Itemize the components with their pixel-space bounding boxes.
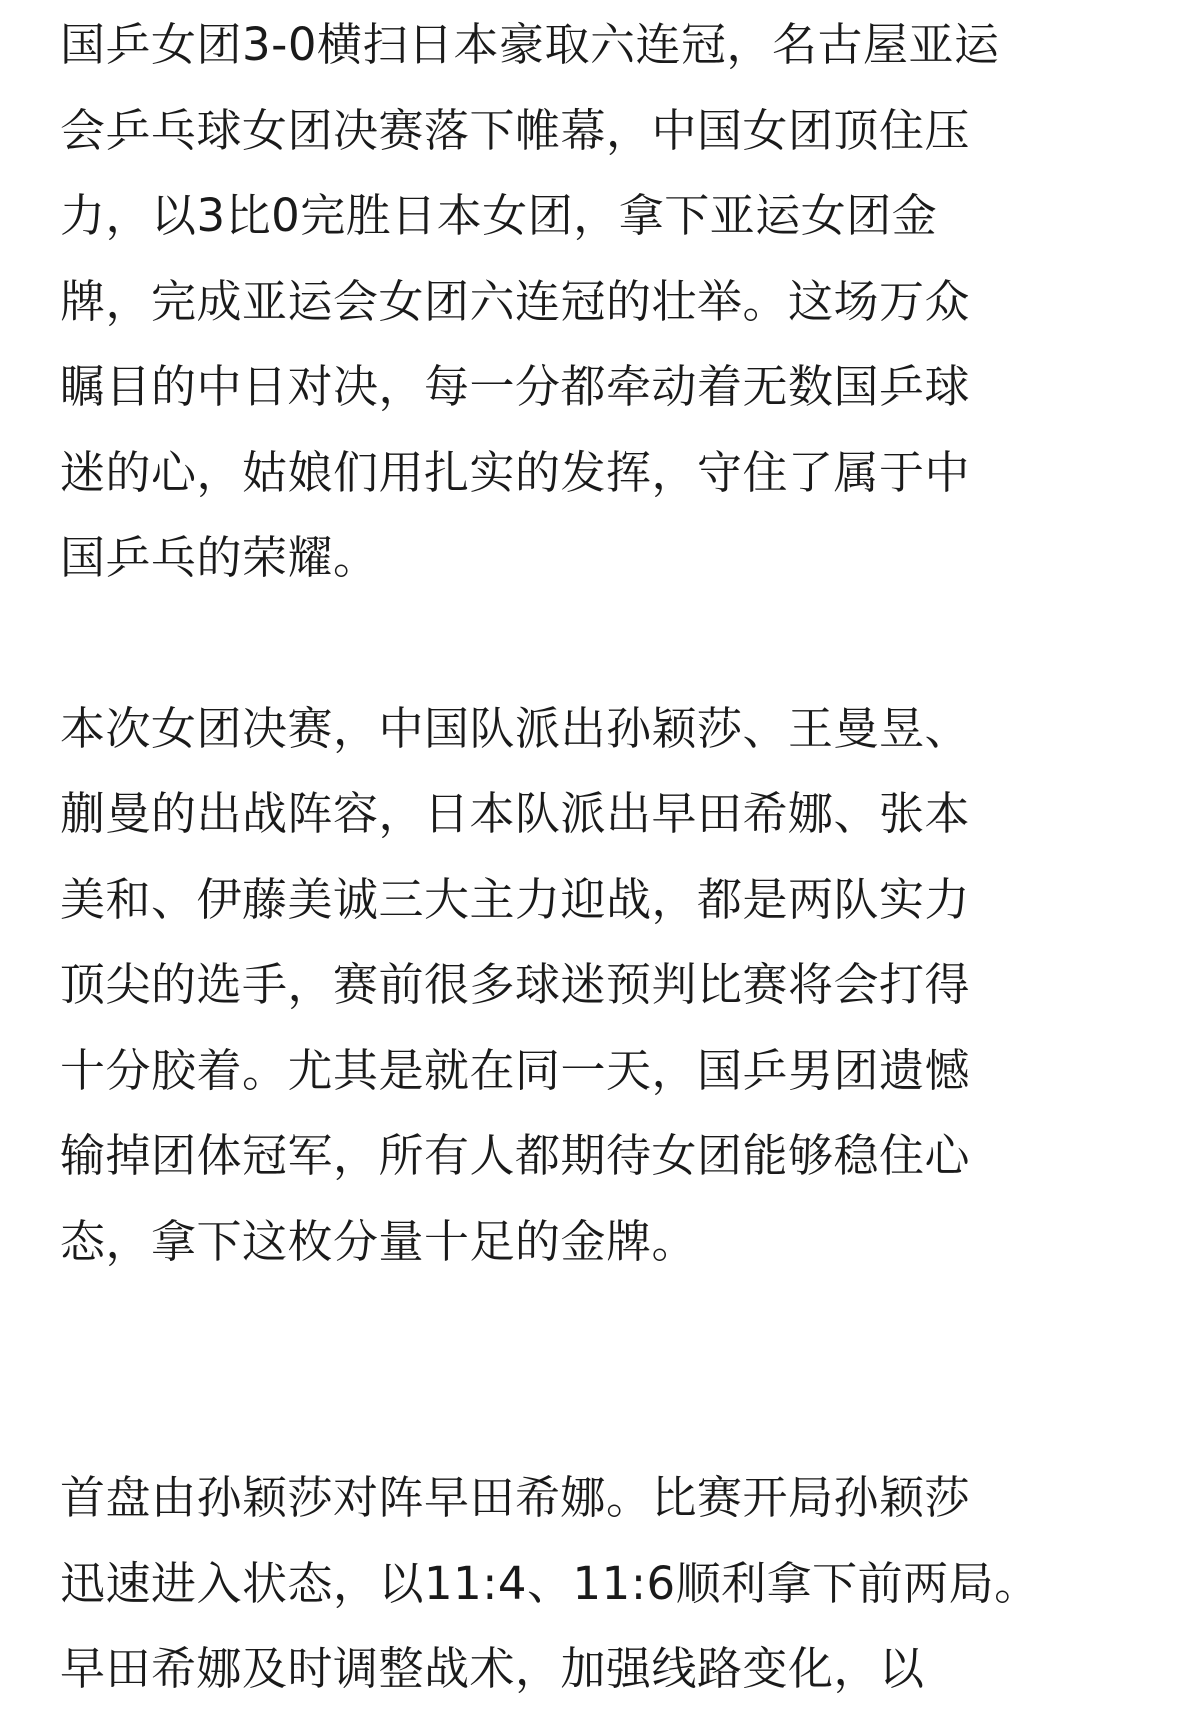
article-body bbox=[60, 2, 1100, 1712]
article-paragraph-3: 首盘由孙颖莎对阵早田希娜。比赛开局孙颖莎 迅速进入状态，以11:4、11:6顺利拿下前两局。 早田希娜及时调整战术，加强线路变化，以 bbox=[60, 1471, 1040, 1695]
paragraph-spacer bbox=[60, 601, 1100, 686]
article-paragraph-1: 国乒女团3-0横扫日本豪取六连冠，名古屋亚运 会乒乓球女团决赛落下帷幕，中国女团顶住压 力，以3比0完胜日本女团，拿下亚运女团金 牌，完成亚运会女团六连冠的壮举。这场万众 瞩目的中日对决，每一分都牵动着无数国乒球 迷的心，姑娘们用扎实的发挥，守住了属于中 国乒乓的荣耀。 bbox=[60, 18, 1000, 584]
paragraph-spacer bbox=[60, 1284, 1100, 1455]
article-paragraph-2: 本次女团决赛，中国队派出孙颖莎、王曼昱、 蒯曼的出战阵容，日本队派出早田希娜、张本 美和、伊藤美诚三大主力迎战，都是两队实力 顶尖的选手，赛前很多球迷预判比赛将会打得 十分胶着。尤其是就在同一天，国乒男团遗憾 输掉团体冠军，所有人都期待女团能够稳住心 态，拿下这枚分量十足的金牌。 bbox=[60, 701, 971, 1268]
